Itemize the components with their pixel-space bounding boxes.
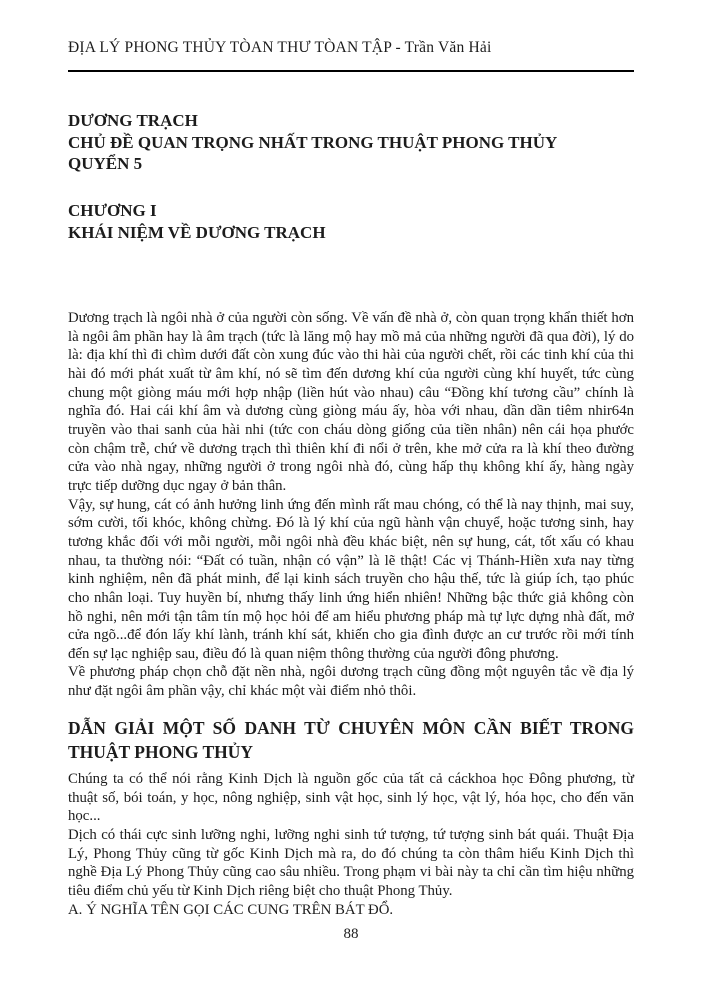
title-line-subject: CHỦ ĐỀ QUAN TRỌNG NHẤT TRONG THUẬT PHONG THỦY bbox=[68, 132, 558, 152]
body-paragraph: Vậy, sự hung, cát có ảnh hưởng linh ứng đến mình rất mau chóng, có thể là nay thịnh, mai suy, sớm cười, tối khóc, không chừng. Đó là lý khí của ngũ hành vận chuyể, hoặc tương sinh, hay tương khắc đối với mỗi người, mỗi ngôi nhà đều khác biệt, nên sự hung, cát, tốt xấu có khau nhau, ta thường nói: “Đất có tuần, nhận có vận” là lẽ thật! Các vị Thánh-Hiền xưa nay từng kinh nghiệm, nên đã phát minh, để lại kinh sách truyền cho hậu thế, tức là giúp ích, tạo phúc cho nhân loại. Tuy huyền bí, nhưng thấy linh ứng hiển nhiên! Những bậc thức giả không còn hồ nghi, nên mới tận tâm tín mộ học hỏi để am hiểu phương pháp mà tự lực dựng nhà đất, mở cửa ngõ...để đón lấy khí lành, tránh khí sát, khiến cho gia đình được an cư trước rồi mới tính đến sự lạc nghiệp sau, điều đó là quan niệm thông thường của người đông phương. bbox=[68, 496, 634, 662]
body-paragraph: Về phương pháp chọn chỗ đặt nền nhà, ngôi dương trạch cũng đồng một nguyên tắc về địa lý như đặt ngôi âm phần vậy, chỉ khác một vài điểm nhỏ thôi. bbox=[68, 664, 634, 700]
running-header: ĐỊA LÝ PHONG THỦY TÒAN THƯ TÒAN TẬP - Trần Văn Hải bbox=[68, 39, 492, 56]
section-paragraph: A. Ý NGHĨA TÊN GỌI CÁC CUNG TRÊN BÁT ĐỔ. bbox=[68, 901, 394, 918]
section-text-block bbox=[68, 770, 634, 919]
section-paragraph: Chúng ta có thể nói rằng Kinh Dịch là nguồn gốc của tất cả cáckhoa học Đông phương, từ thuật số, bói toán, y học, nông nghiệp, sinh vật học, sinh lý học, vật lý, hóa học, cho đến văn học... bbox=[68, 771, 634, 825]
section-heading: DẪN GIẢI MỘT SỐ DANH TỪ CHUYÊN MÔN CẦN BIẾT TRONG THUẬT PHONG THỦY bbox=[68, 718, 634, 762]
chapter-heading-block bbox=[68, 200, 634, 243]
body-paragraph: Dương trạch là ngôi nhà ở của người còn sống. Về vấn đề nhà ở, còn quan trọng khẩn thiết hơn là ngôi âm phần hay là âm trạch (tức là lăng mộ hay mồ mả của những người đã qua đời), lý do là: địa khí thì đi chìm dưới đất còn xung đúc vào thi hài của người chết, rồi các tinh khí của thi hài đó mới phát xuất từ âm khí, nó sẽ tìm đến dương khí của người cùng khí huyết, tức cùng chung một giòng máu mới hợp nhập (liền hút vào nhau) câu “Đồng khí tương cầu” chính là nghĩa đó. Hai cái khí âm và dương cùng giòng máu ấy, hòa với nhau, dần dần tiêm nhir64n truyền vào thai sanh của hài nhi (tức con cháu dòng giống của tiền nhân) nên cái họa phước còn chậm trễ, chứ về dương trạch thì thiên khí đi nổi ở trên, khe mở cửa ra là khí theo đường cửa vào nhà ngay, những người ở trong ngôi nhà đó, cùng hấp thụ không khí ấy, hàng ngày trực tiếp dưỡng dục ngay ở bản thân. bbox=[68, 310, 634, 494]
header-rule-divider bbox=[68, 70, 634, 72]
chapter-title: KHÁI NIỆM VỀ DƯƠNG TRẠCH bbox=[68, 222, 326, 242]
chapter-number: CHƯƠNG I bbox=[68, 201, 157, 220]
section-paragraph: Dịch có thái cực sinh lưỡng nghi, lưỡng nghi sinh tứ tượng, tứ tượng sinh bát quái. Thuật Địa Lý, Phong Thủy cũng từ gốc Kinh Dịch mà ra, do đó chúng ta còn thâm hiểu Kinh Dịch thì nghề Địa Lý Phong Thủy cũng cao sâu nhiều. Trong phạm vi bài này ta chỉ cần tìm hiệu những tiêu điểm chủ yếu từ Kinh Dịch riêng biệt cho thuật Phong Thủy. bbox=[68, 826, 634, 899]
book-title-block bbox=[68, 110, 634, 175]
body-text-block bbox=[68, 309, 634, 701]
title-line-volume: QUYỂN 5 bbox=[68, 154, 143, 173]
page-number: 88 bbox=[343, 926, 359, 942]
title-line-duong-trach: DƯƠNG TRẠCH bbox=[68, 111, 198, 130]
